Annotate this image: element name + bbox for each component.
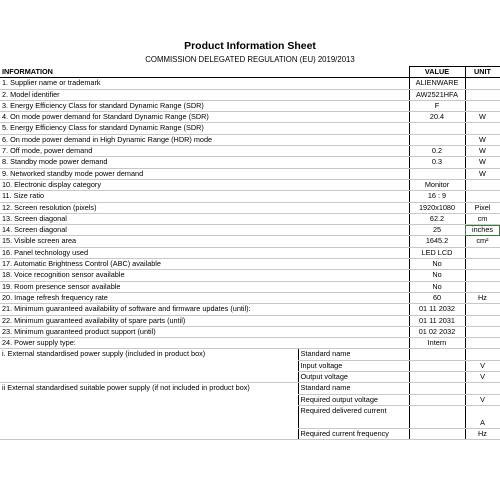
row-value: No [409, 281, 465, 292]
row-label: 10. Electronic display category [0, 179, 409, 190]
row-label: 21. Minimum guaranteed availability of software and firmware updates (until): [0, 304, 409, 315]
row-label: 11. Size ratio [0, 191, 409, 202]
table-row [0, 134, 500, 145]
row-value [409, 123, 465, 134]
power-supply-row [0, 349, 500, 360]
row-label: 13. Screen diagonal [0, 213, 409, 224]
row-value: 0.3 [409, 157, 465, 168]
table-row [0, 281, 500, 292]
row-value: F [409, 100, 465, 111]
row-label: 23. Minimum guaranteed product support (until) [0, 326, 409, 337]
power-supply-parameter: Standard name [298, 349, 409, 360]
table-row [0, 202, 500, 213]
power-supply-value [409, 372, 465, 383]
table-row [0, 146, 500, 157]
row-value [409, 168, 465, 179]
row-unit [465, 78, 500, 89]
row-unit [465, 326, 500, 337]
power-supply-value [409, 428, 465, 439]
row-label: 12. Screen resolution (pixels) [0, 202, 409, 213]
row-unit: W [465, 157, 500, 168]
table-row [0, 292, 500, 303]
row-unit: inches [465, 225, 500, 236]
power-supply-parameter: Output voltage [298, 372, 409, 383]
power-supply-unit: V [465, 360, 500, 371]
row-label: 7. Off mode, power demand [0, 146, 409, 157]
power-supply-value [409, 394, 465, 405]
sheet-title: Product Information Sheet [184, 40, 316, 52]
header-information: INFORMATION [0, 67, 409, 78]
row-value: 20.4 [409, 112, 465, 123]
row-unit [465, 191, 500, 202]
row-label: 17. Automatic Brightness Control (ABC) available [0, 259, 409, 270]
table-row [0, 259, 500, 270]
row-value: No [409, 259, 465, 270]
power-supply-unit: V [465, 372, 500, 383]
row-value: 01 11 2031 [409, 315, 465, 326]
row-unit: cm [465, 213, 500, 224]
table-row [0, 157, 500, 168]
power-supply-parameter: Required current frequency [298, 428, 409, 439]
row-unit [465, 304, 500, 315]
power-supply-unit [465, 349, 500, 360]
row-label: 1. Supplier name or trademark [0, 78, 409, 89]
row-label: 14. Screen diagonal [0, 225, 409, 236]
power-supply-value [409, 349, 465, 360]
table-row [0, 338, 500, 349]
table-row [0, 179, 500, 190]
row-unit: Hz [465, 292, 500, 303]
row-value: 25 [409, 225, 465, 236]
row-unit: W [465, 146, 500, 157]
row-label: 4. On mode power demand for Standard Dynamic Range (SDR) [0, 112, 409, 123]
table-row [0, 225, 500, 236]
row-unit [465, 338, 500, 349]
power-supply-unit: V [465, 394, 500, 405]
product-info-table [0, 66, 500, 440]
table-row [0, 78, 500, 89]
row-label: 24. Power supply type: [0, 338, 409, 349]
row-unit [465, 259, 500, 270]
table-row [0, 236, 500, 247]
power-supply-unit: A [465, 405, 500, 428]
table-row [0, 247, 500, 258]
row-value: 0.2 [409, 146, 465, 157]
table-row [0, 112, 500, 123]
row-value: Intern [409, 338, 465, 349]
row-label: 16. Panel technology used [0, 247, 409, 258]
power-supply-parameter: Standard name [298, 383, 409, 394]
row-value [409, 134, 465, 145]
row-unit [465, 315, 500, 326]
row-label: 2. Model identifier [0, 89, 409, 100]
row-value: LED LCD [409, 247, 465, 258]
table-row [0, 315, 500, 326]
table-row [0, 213, 500, 224]
row-label: 15. Visible screen area [0, 236, 409, 247]
row-value: No [409, 270, 465, 281]
row-value: AW2521HFA [409, 89, 465, 100]
row-value: 01 11 2032 [409, 304, 465, 315]
row-label: 22. Minimum guaranteed availability of spare parts (until) [0, 315, 409, 326]
row-label: 6. On mode power demand in High Dynamic Range (HDR) mode [0, 134, 409, 145]
row-label: 3. Energy Efficiency Class for standard Dynamic Range (SDR) [0, 100, 409, 111]
table-header-row [0, 67, 500, 78]
row-value: 1920x1080 [409, 202, 465, 213]
row-unit [465, 179, 500, 190]
row-unit [465, 247, 500, 258]
row-value: 01 02 2032 [409, 326, 465, 337]
row-unit [465, 123, 500, 134]
row-value: 1645.2 [409, 236, 465, 247]
row-unit: cm² [465, 236, 500, 247]
row-value: 62.2 [409, 213, 465, 224]
power-supply-option-label: ii External standardised suitable power supply (if not included in product box) [0, 383, 298, 440]
header-unit: UNIT [465, 67, 500, 78]
row-unit [465, 89, 500, 100]
row-label: 9. Networked standby mode power demand [0, 168, 409, 179]
table-row [0, 100, 500, 111]
power-supply-option-label: i. External standardised power supply (included in product box) [0, 349, 298, 383]
regulation-subtitle: COMMISSION DELEGATED REGULATION (EU) 2019/2013 [145, 55, 355, 64]
power-supply-value [409, 360, 465, 371]
power-supply-value [409, 383, 465, 394]
power-supply-row [0, 383, 500, 394]
row-label: 8. Standby mode power demand [0, 157, 409, 168]
table-row [0, 168, 500, 179]
power-supply-unit: Hz [465, 428, 500, 439]
row-label: 20. Image refresh frequency rate [0, 292, 409, 303]
row-label: 18. Voice recognition sensor available [0, 270, 409, 281]
row-value: 16 : 9 [409, 191, 465, 202]
header-value: VALUE [409, 67, 465, 78]
table-row [0, 326, 500, 337]
row-value: 60 [409, 292, 465, 303]
power-supply-parameter: Input voltage [298, 360, 409, 371]
table-row [0, 89, 500, 100]
row-unit: W [465, 168, 500, 179]
table-row [0, 270, 500, 281]
row-unit: Pixel [465, 202, 500, 213]
power-supply-unit [465, 383, 500, 394]
power-supply-value [409, 405, 465, 428]
row-unit [465, 281, 500, 292]
power-supply-parameter: Required output voltage [298, 394, 409, 405]
row-value: Monitor [409, 179, 465, 190]
row-label: 19. Room presence sensor available [0, 281, 409, 292]
row-unit [465, 270, 500, 281]
power-supply-parameter: Required delivered current [298, 405, 409, 428]
row-unit: W [465, 134, 500, 145]
table-row [0, 123, 500, 134]
row-unit: W [465, 112, 500, 123]
row-unit [465, 100, 500, 111]
table-row [0, 191, 500, 202]
table-row [0, 304, 500, 315]
row-value: ALIENWARE [409, 78, 465, 89]
row-label: 5. Energy Efficiency Class for standard Dynamic Range (SDR) [0, 123, 409, 134]
